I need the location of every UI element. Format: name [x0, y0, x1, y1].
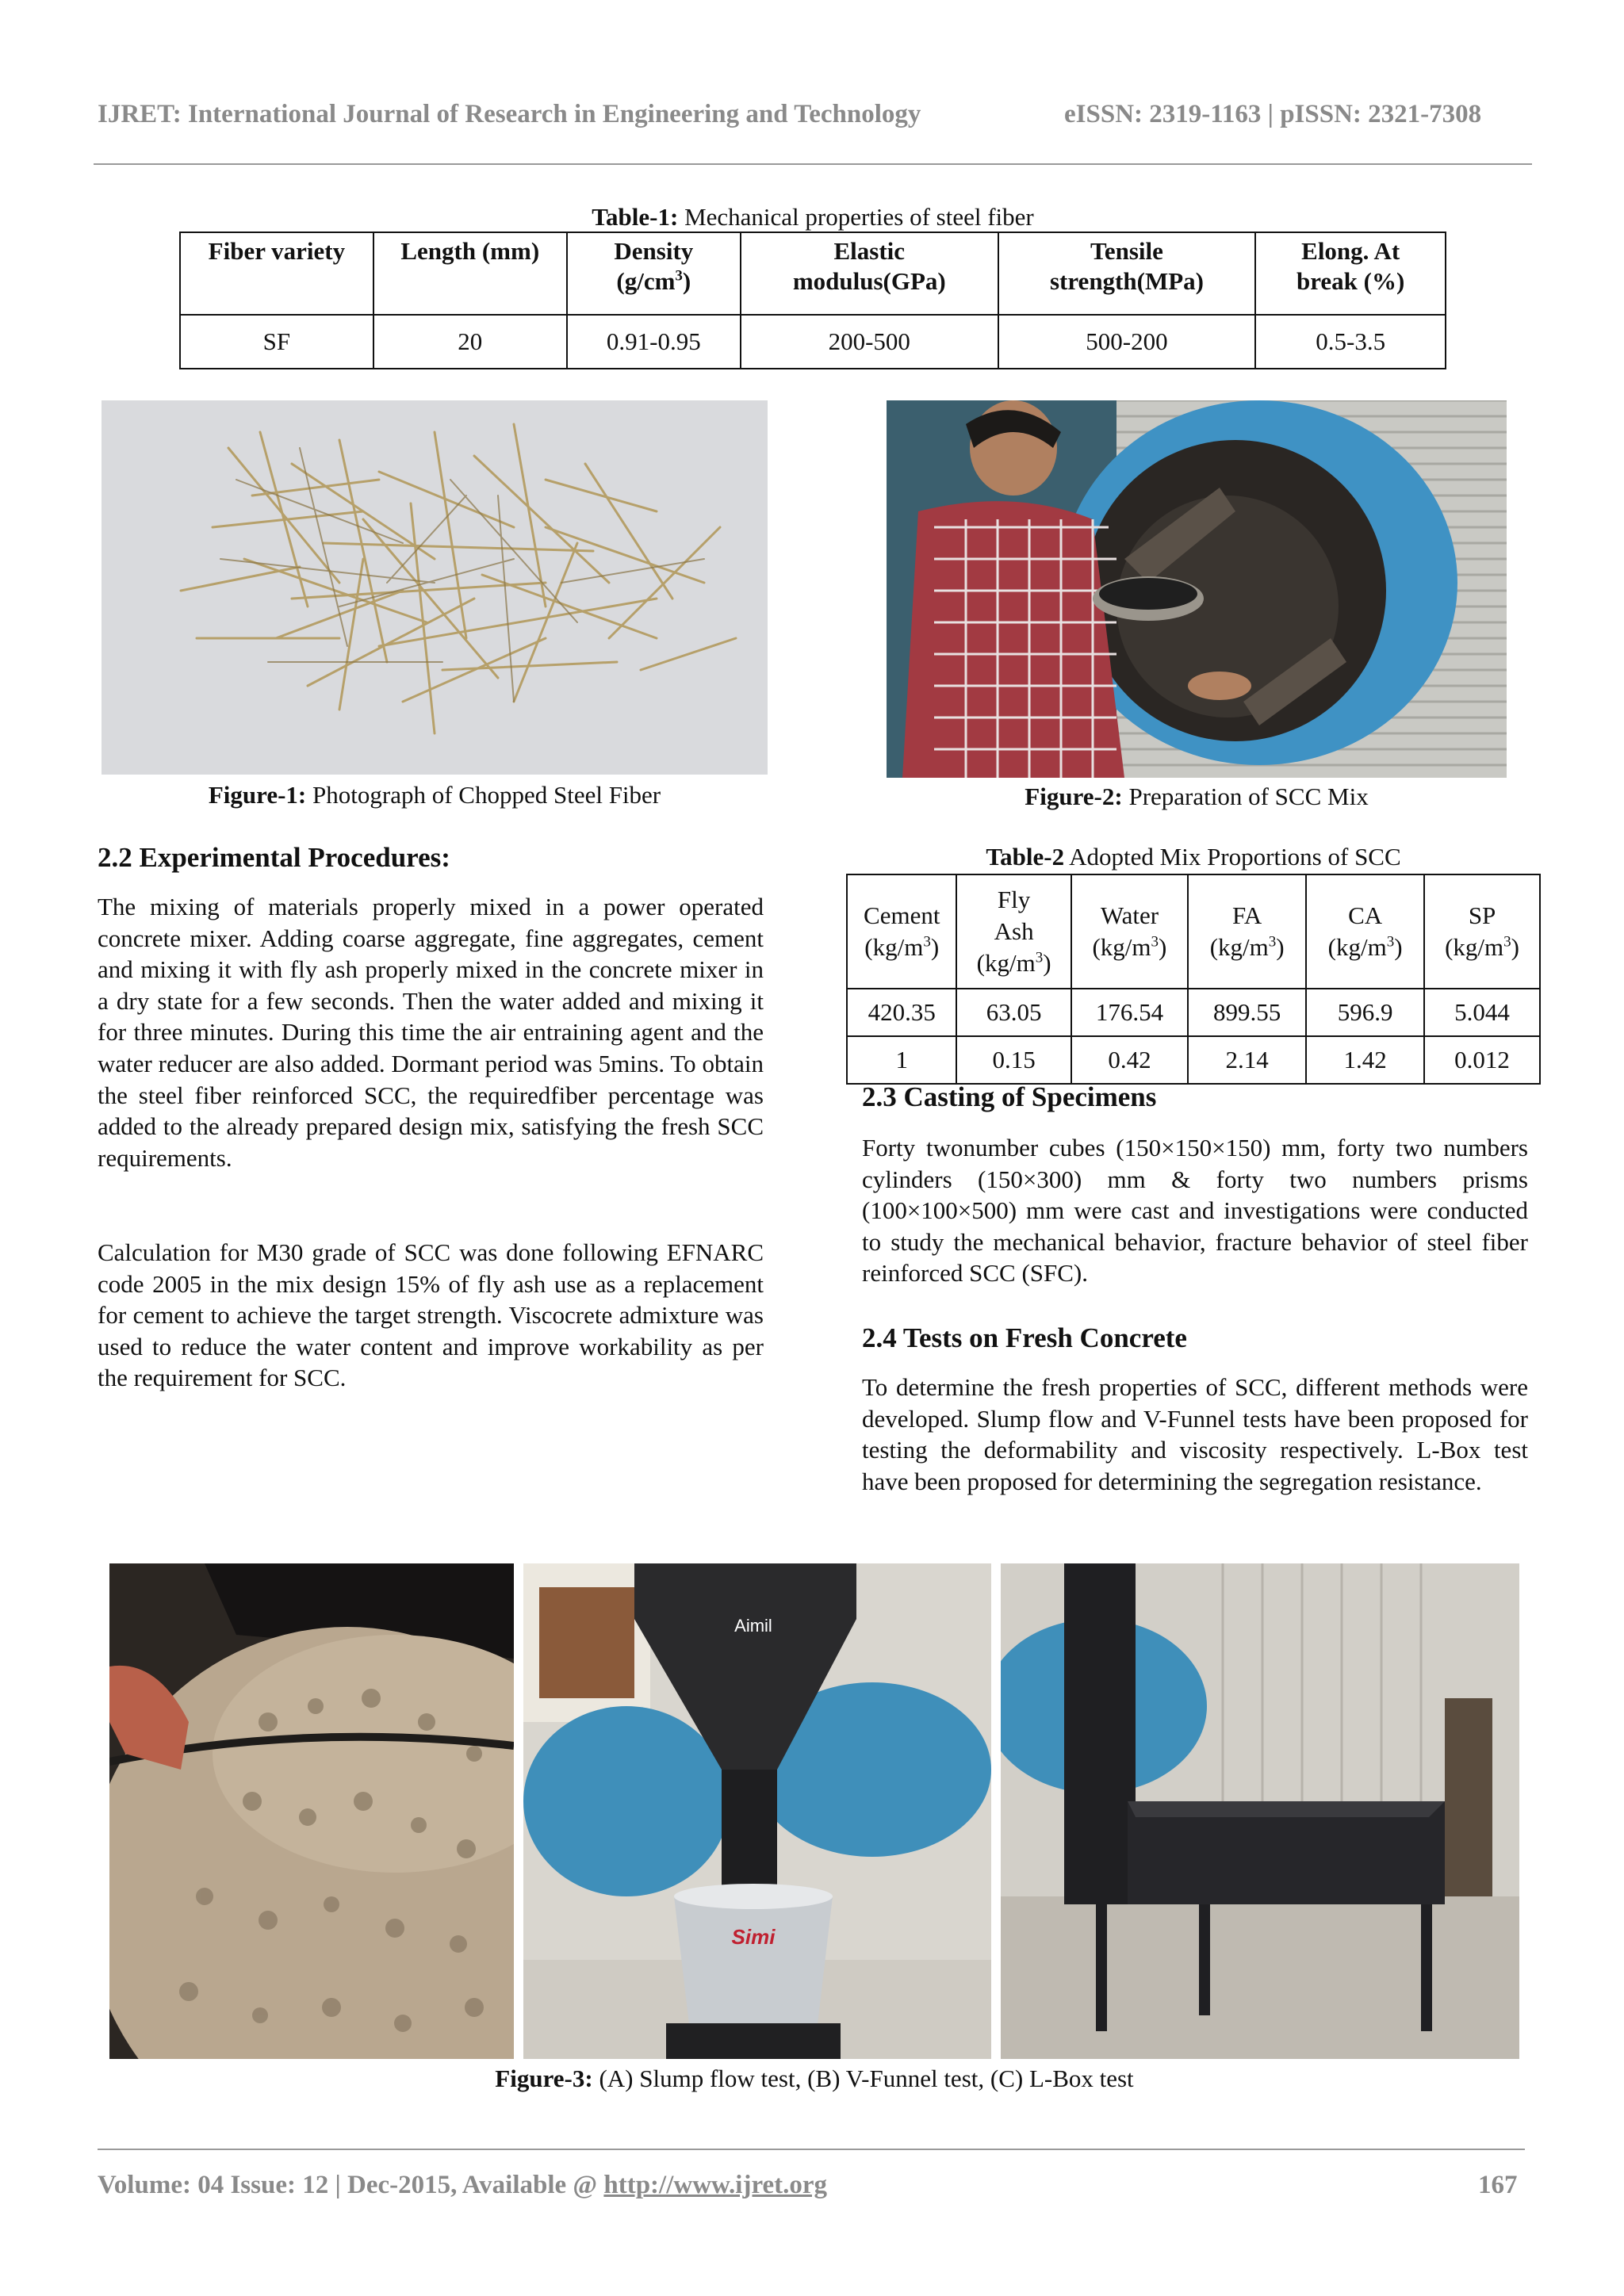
table-cell: SF [180, 315, 373, 369]
table1-mechanical-properties [179, 232, 1446, 369]
table-cell: 596.9 [1306, 989, 1424, 1036]
footer-rule [98, 2149, 1525, 2150]
section-2-3-paragraph: Forty twonumber cubes (150×150×150) mm, forty two numbers cylinders (150×300) mm & forty two numbers prisms (100×100×500) mm were cast and investigations were conducted to study the mechanical behavior, fracture behavior of steel fiber reinforced SCC (SFC). [862, 1134, 1528, 1288]
section-heading-2-4: 2.4 Tests on Fresh Concrete [862, 1322, 1187, 1353]
table-cell: 2.14 [1188, 1036, 1306, 1084]
table2-caption: Table-2 Adopted Mix Proportions of SCC [986, 843, 1401, 871]
table-cell: 899.55 [1188, 989, 1306, 1036]
table-cell: 5.044 [1424, 989, 1540, 1036]
v-funnel-test-photo [523, 1563, 991, 2059]
table-header-cell: Elastic modulus(GPa) [741, 232, 998, 315]
table-cell: 500-200 [998, 315, 1256, 369]
section-2-4-paragraph: To determine the fresh properties of SCC, different methods were developed. Slump flow and V-Funnel tests have been proposed for testing the deformability and viscosity respectively. L-Box test have been proposed for determining the segregation resistance. [862, 1373, 1528, 1495]
table-header-cell: Cement $(kg/m^3)$ [847, 874, 956, 989]
l-box-illustration [1001, 1563, 1519, 2059]
table-header-cell: Density $(g/cm^3)$ [567, 232, 741, 315]
table-cell: 0.91-0.95 [567, 315, 741, 369]
table-cell: 200-500 [741, 315, 998, 369]
page-number: 167 [1478, 2171, 1518, 2199]
table-header-cell: Length (mm) [373, 232, 567, 315]
figure3-caption: Figure-3: (A) Slump flow test, (B) V-Funnel test, (C) L-Box test [495, 2064, 1134, 2092]
section-heading-2-3: 2.3 Casting of Specimens [862, 1081, 1157, 1112]
table-header-cell: Water $(kg/m^3)$ [1071, 874, 1188, 989]
figure1-caption: Figure-1: Photograph of Chopped Steel Fiber [208, 781, 661, 809]
table-cell: 1 [847, 1036, 956, 1084]
table1-caption: Table-1: Mechanical properties of steel fiber [592, 203, 1034, 231]
journal-title: IJRET: International Journal of Research in Engineering and Technology [98, 100, 921, 128]
scc-mix-illustration [887, 400, 1507, 778]
table-cell: 0.15 [956, 1036, 1071, 1084]
footer-volume: Volume: 04 Issue: 12 | Dec-2015, Available @ http://www.ijret.org [98, 2171, 828, 2199]
table-header-row [180, 232, 1446, 315]
table-header-cell: Elong. At break (%) [1255, 232, 1446, 315]
table-header-cell: Tensile strength(MPa) [998, 232, 1256, 315]
table-cell: 0.5-3.5 [1255, 315, 1446, 369]
table-row [847, 1036, 1540, 1084]
table-cell: 0.42 [1071, 1036, 1188, 1084]
steel-fiber-photo [102, 400, 768, 775]
journal-url-link[interactable]: http://www.ijret.org [603, 2171, 828, 2199]
journal-issn: eISSN: 2319-1163 | pISSN: 2321-7308 [1064, 100, 1482, 128]
table-header-cell: CA $(kg/m^3)$ [1306, 874, 1424, 989]
figure2-caption: Figure-2: Preparation of SCC Mix [1025, 783, 1369, 810]
l-box-test-photo [1001, 1563, 1519, 2059]
table-header-cell: SP $(kg/m^3)$ [1424, 874, 1540, 989]
table2-mix-proportions [846, 874, 1541, 1085]
v-funnel-illustration [523, 1563, 991, 2059]
table-cell: 20 [373, 315, 567, 369]
table-header-cell: FA $(kg/m^3)$ [1188, 874, 1306, 989]
scc-mix-preparation-photo [887, 400, 1507, 778]
steel-fiber-illustration [102, 400, 768, 775]
table-header-cell: Fiber variety [180, 232, 373, 315]
header-rule [94, 163, 1532, 165]
table-row [180, 315, 1446, 369]
bucket-logo-text: Simi [731, 1925, 776, 1949]
table-row [847, 989, 1540, 1036]
table-cell: 420.35 [847, 989, 956, 1036]
table-cell: 63.05 [956, 989, 1071, 1036]
slump-flow-illustration [109, 1563, 514, 2059]
table-cell: 176.54 [1071, 989, 1188, 1036]
table-header-cell: Fly Ash $(kg/m^3)$ [956, 874, 1071, 989]
table-cell: 1.42 [1306, 1036, 1424, 1084]
section-2-2-paragraph-1: The mixing of materials properly mixed in a power operated concrete mixer. Adding coarse aggregate, fine aggregates, cement and mixing it with fly ash properly mixed in the concrete mixer in a dry state for a few seconds. Then the water added and mixing it for three minutes. During this time the air entraining agent and the water reducer are also added. Dormant period was 5mins. To obtain the steel fiber reinforced SCC, the requiredfiber percentage was added to the already prepared design mix, satisfying the fresh SCC requirements. [98, 893, 764, 1172]
table-cell: 0.012 [1424, 1036, 1540, 1084]
funnel-brand-text: Aimil [734, 1616, 772, 1636]
section-heading-2-2: 2.2 Experimental Procedures: [98, 842, 450, 873]
section-2-2-paragraph-2: Calculation for M30 grade of SCC was done following EFNARC code 2005 in the mix design 15% of fly ash use as a replacement for cement to achieve the target strength. Viscocrete admixture was used to reduce the water content and improve workability as per the requirement for SCC. [98, 1238, 764, 1392]
table-header-row [847, 874, 1540, 989]
slump-flow-test-photo [109, 1563, 514, 2059]
